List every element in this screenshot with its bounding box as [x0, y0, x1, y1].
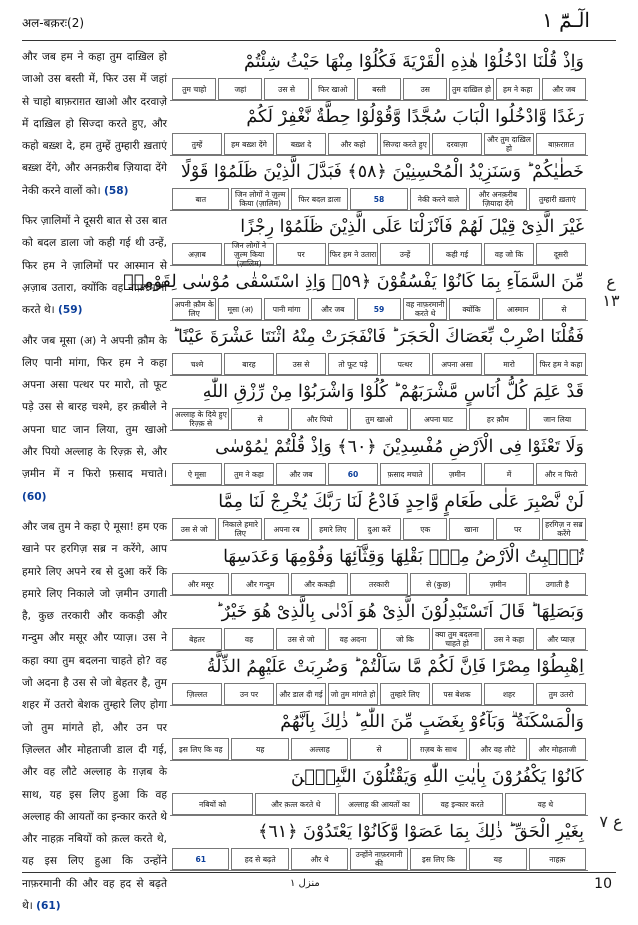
header-divider [22, 40, 616, 41]
word-translation-cell: अल्लाह की आयतों का [338, 793, 419, 815]
verse-number: (61) [36, 899, 61, 912]
verse-row [170, 321, 588, 376]
word-translation-cell: और तुम दाख़िल हो [484, 133, 534, 155]
word-translation-cell: वह थे [505, 793, 586, 815]
word-translation-cell: फिर बदल डाला [291, 188, 348, 210]
word-translation-cell: आस्मान [496, 298, 540, 320]
word-translation-cell: और डाल दी गई [276, 683, 326, 705]
word-translation-cell: चश्मे [172, 353, 222, 375]
word-translation-cell: जो तुम मांगते हो [328, 683, 378, 705]
arabic-line: لَنْ نَّصْبِرَ عَلٰى طَعَامٍ وَّاحِدٍ فَادْعُ لَنَا رَبَّكَ يُخْرِجْ لَنَا مِمَّا [218, 492, 584, 512]
word-translation-cell: से (कुछ) [410, 573, 467, 595]
arabic-line: مِّنَ السَّمَآءِ بِمَا كَانُوْا يَفْسُقُوْنَ ﴿٥٩﴾ وَاِذِ اسْتَسْقٰى مُوْسٰى لِقَوْمِهٖ [123, 272, 584, 292]
word-translation-cell: से [231, 408, 288, 430]
word-translation-cell: और ककड़ी [291, 573, 348, 595]
word-translation-cell: ज़िल्लत [172, 683, 222, 705]
word-translation-cell: पत्थर [380, 353, 430, 375]
word-translation-cell: 60 [328, 463, 378, 485]
word-translation-cell: और पियो [291, 408, 348, 430]
arabic-line: وَاِذْ قُلْنَا ادْخُلُوْا هٰذِهِ الْقَرْيَةَ فَكُلُوْا مِنْهَا حَيْثُ شِئْتُمْ [243, 52, 584, 72]
word-translation-cell: फिर हम ने कहा [536, 353, 586, 375]
arabic-text-column [123, 46, 588, 871]
arabic-line: وَلَا تَعْثَوْا فِى الْاَرْضِ مُفْسِدِيْنَ ﴿٦٠﴾ وَاِذْ قُلْتُمْ يٰمُوْسٰى [215, 437, 584, 457]
word-translation-row [170, 298, 588, 320]
juz-name: الٓـمّٓ ١ [542, 8, 590, 32]
arabic-line: وَالْمَسْكَنَةُ ۗ وَبَآءُوْ بِغَضَبٍ مِّنَ اللّٰهِ ؕ ذٰلِكَ بِاَنَّهُمْ [280, 712, 584, 732]
word-translation-cell: ज़मीन [432, 463, 482, 485]
word-translation-cell: जिन लोगों ने ज़ुल्म किया (ज़ालिम) [224, 243, 274, 265]
word-translation-cell: मूसा (अ) [218, 298, 262, 320]
word-translation-row [170, 738, 588, 760]
word-translation-cell: पस बेशक [432, 683, 482, 705]
word-translation-row [170, 353, 588, 375]
word-translation-cell: नेकी करने वाले [410, 188, 467, 210]
word-translation-cell: और जब [276, 463, 326, 485]
word-translation-cell: बेहतर [172, 628, 222, 650]
word-translation-cell: दुआ करें [357, 518, 401, 540]
arabic-line: رَغَدًا وَّادْخُلُوا الْبَابَ سُجَّدًا وَّقُوْلُوْا حِطَّةٌ نَّغْفِرْ لَكُمْ [246, 107, 584, 127]
word-translation-cell: शहर [484, 683, 534, 705]
word-translation-cell: फिर हम ने उतारा [328, 243, 378, 265]
word-translation-cell: वह इन्कार करते [422, 793, 503, 815]
word-translation-cell: और गन्दुम [231, 573, 288, 595]
word-translation-cell: तुम ने कहा [224, 463, 274, 485]
word-translation-cell: तो फूट पड़े [328, 353, 378, 375]
word-translation-row [170, 573, 588, 595]
word-translation-cell: खाना [449, 518, 493, 540]
arabic-line: غَيْرَ الَّذِىْ قِيْلَ لَهُمْ فَاَنْزَلْنَا عَلَى الَّذِيْنَ ظَلَمُوْا رِجْزًا [240, 217, 584, 237]
verse-number: (60) [22, 490, 47, 503]
verse-row [170, 651, 588, 706]
manzil-label: منزل ١ [290, 878, 320, 889]
word-translation-cell: मारो [484, 353, 534, 375]
word-translation-cell: ऐ मूसा [172, 463, 222, 485]
word-translation-cell: बाफ़राग़त [536, 133, 586, 155]
hindi-paragraph: फिर ज़ालिमों ने दूसरी बात से उस बात को बदल डाला जो कही गई थी उन्हें, फिर हम ने ज़ालिमों पर आस्मान से अ़ज़ाब उतारा, क्योंकि वह नाफ़रमानी करते थे। (59) [22, 215, 167, 317]
verse-row [170, 211, 588, 266]
word-translation-cell: तुम उतरो [536, 683, 586, 705]
verse-number: (59) [58, 304, 83, 317]
word-translation-cell: 59 [357, 298, 401, 320]
word-translation-cell: तुम्हें [172, 133, 222, 155]
word-translation-cell: और क़त्ल करते थे [255, 793, 336, 815]
word-translation-cell: उस से [276, 353, 326, 375]
word-translation-cell: हमारे लिए [311, 518, 355, 540]
word-translation-cell: पर [496, 518, 540, 540]
word-translation-cell: अपना असा [432, 353, 482, 375]
word-translation-cell: ग़ज़ब के साथ [410, 738, 467, 760]
word-translation-cell: दरवाज़ा [432, 133, 482, 155]
word-translation-cell: और जब [542, 78, 586, 100]
verse-row [170, 596, 588, 651]
word-translation-cell: और प्याज़ [536, 628, 586, 650]
page-number: 10 [594, 876, 612, 892]
word-translation-cell: जिन लोगों ने ज़ुल्म किया (ज़ालिम) [231, 188, 288, 210]
verse-row [170, 376, 588, 431]
verse-row [170, 486, 588, 541]
word-translation-row [170, 240, 588, 268]
word-translation-cell: तुम दाख़िल हो [449, 78, 493, 100]
word-translation-cell: और वह लौटे [469, 738, 526, 760]
word-translation-cell: बस्ती [357, 78, 401, 100]
arabic-line: خَطٰيٰكُمْ ؕ وَسَنَزِيْدُ الْمُحْسِنِيْنَ ﴿٥٨﴾ فَبَدَّلَ الَّذِيْنَ ظَلَمُوْا قَوْلًا [180, 162, 584, 182]
verse-row [170, 101, 588, 156]
word-translation-cell: बात [172, 188, 229, 210]
word-translation-cell: उस से जो [276, 628, 326, 650]
word-translation-cell: उस से [264, 78, 308, 100]
word-translation-row [170, 133, 588, 155]
word-translation-cell: क्योंकि [449, 298, 493, 320]
word-translation-cell: उन्हें [380, 243, 430, 265]
word-translation-cell: ज़मीन [469, 573, 526, 595]
verse-number: (58) [104, 184, 129, 197]
word-translation-cell: पानी मांगा [264, 298, 308, 320]
verse-row [170, 541, 588, 596]
ruku-mark: ع ١٣ [602, 272, 620, 310]
word-translation-cell: और न फिरो [536, 463, 586, 485]
hindi-paragraph: और जब हम ने कहा तुम दाख़िल हो जाओ उस बस्ती में, फिर उस में जहां से चाहो बाफ़राग़त खाओ और दरवाज़े में दाख़िल हो सिज्दा करते हुए, और कहो बख़्श दे, हम तुम्हें तुम्हारी ख़ताएं बख़्श देंगे, और अनक़रीब ज़ियादा देंगे नेकी करने वालों को। (58) [22, 51, 167, 197]
arabic-line: بِغَيْرِ الْحَقِّ ؕ ذٰلِكَ بِمَا عَصَوْا وَّكَانُوْا يَعْتَدُوْنَ ﴿٦١﴾ [258, 822, 584, 842]
word-translation-cell: यह [469, 848, 526, 870]
word-translation-row [170, 848, 588, 870]
word-translation-cell: दूसरी [536, 243, 586, 265]
word-translation-row [170, 78, 588, 100]
word-translation-cell: और मोहताजी [529, 738, 586, 760]
word-translation-cell: हर क़ौम [469, 408, 526, 430]
word-translation-cell: अल्लाह [291, 738, 348, 760]
verse-row [170, 46, 588, 101]
word-translation-cell: हद से बढ़ते [231, 848, 288, 870]
word-translation-cell: क्या तुम बदलना चाहते हो [432, 628, 482, 650]
word-translation-row [170, 518, 588, 540]
hindi-translation-column [22, 46, 167, 925]
word-translation-cell: उस ने कहा [484, 628, 534, 650]
word-translation-cell: और थे [291, 848, 348, 870]
word-translation-cell: जहां [218, 78, 262, 100]
word-translation-row [170, 463, 588, 485]
word-translation-cell: वह अदना [328, 628, 378, 650]
word-translation-cell: बख़्श दे [276, 133, 326, 155]
word-translation-cell: अल्लाह के दिये हुए रिज़्क़ से [172, 408, 229, 430]
word-translation-cell: इस लिए कि [410, 848, 467, 870]
footer-divider [22, 872, 616, 873]
word-translation-cell: तुम खाओ [350, 408, 407, 430]
page-header [0, 0, 638, 42]
word-translation-row [170, 793, 588, 815]
word-translation-cell: हम ने कहा [496, 78, 540, 100]
word-translation-cell: और अनक़रीब ज़ियादा देंगे [469, 188, 526, 210]
word-translation-cell: से [542, 298, 586, 320]
verse-row [170, 156, 588, 211]
word-translation-cell: उस [403, 78, 447, 100]
word-translation-row [170, 408, 588, 430]
verse-row [123, 266, 588, 321]
word-translation-cell: जान लिया [529, 408, 586, 430]
word-translation-cell: अज़ाब [172, 243, 222, 265]
word-translation-cell: तुम्हारे लिए [380, 683, 430, 705]
word-translation-cell: यह [231, 738, 288, 760]
word-translation-cell: फ़साद मचाते [380, 463, 430, 485]
word-translation-cell: कही गई [432, 243, 482, 265]
word-translation-cell: निकाले हमारे लिए [218, 518, 262, 540]
word-translation-cell: सिज्दा करते हुए [380, 133, 430, 155]
word-translation-cell: अपनी क़ौम के लिए [172, 298, 216, 320]
word-translation-cell: उगाती है [529, 573, 586, 595]
word-translation-cell: उस से जो [172, 518, 216, 540]
word-translation-cell: नबियों को [172, 793, 253, 815]
arabic-line: فَقُلْنَا اضْرِبْ بِّعَصَاكَ الْحَجَرَ ؕ فَانْفَجَرَتْ مِنْهُ اثْنَتَا عَشْرَةَ عَيْنًا ؕ [172, 327, 584, 347]
word-translation-cell: और कहो [328, 133, 378, 155]
verse-row [170, 431, 588, 486]
word-translation-cell: उन पर [224, 683, 274, 705]
verse-row [170, 816, 588, 871]
hindi-paragraph: और जब मूसा (अ) ने अपनी क़ौम के लिए पानी मांगा, फिर हम ने कहा अपना असा पत्थर पर मारो, तो फूट पड़े उस से बारह चश्मे, हर क़बीले ने अपना घाट जान लिया, तुम खाओ और पियो अल्लाह के रिज़्क़ से, और ज़मीन में न फिरो फ़साद मचाते। (60) [22, 334, 167, 503]
word-translation-cell: और जब [311, 298, 355, 320]
word-translation-cell: 61 [172, 848, 229, 870]
word-translation-cell: उन्होंने नाफ़रमानी की [350, 848, 407, 870]
word-translation-row [170, 188, 588, 210]
word-translation-cell: में [484, 463, 534, 485]
word-translation-cell: 58 [350, 188, 407, 210]
verse-row [170, 706, 588, 761]
word-translation-row [170, 628, 588, 650]
word-translation-cell: एक [403, 518, 447, 540]
ruku-mark: ع ٧ [599, 812, 623, 831]
word-translation-cell: से [350, 738, 407, 760]
word-translation-cell: पर [276, 243, 326, 265]
word-translation-cell: तुम चाहो [172, 78, 216, 100]
word-translation-cell: अपना घाट [410, 408, 467, 430]
word-translation-cell: वह नाफ़रमानी करते थे [403, 298, 447, 320]
word-translation-row [170, 683, 588, 705]
verse-row [170, 761, 588, 816]
arabic-line: قَدْ عَلِمَ كُلُّ اُنَاسٍ مَّشْرَبَهُمْ ؕ كُلُوْا وَاشْرَبُوْا مِنْ رِّزْقِ اللّٰهِ [202, 382, 584, 402]
arabic-line: كَانُوْا يَكْفُرُوْنَ بِاٰيٰتِ اللّٰهِ وَيَقْتُلُوْنَ النَّبِيّٖنَ [291, 767, 584, 787]
page-footer [0, 872, 638, 902]
word-translation-cell: तरकारी [350, 573, 407, 595]
word-translation-cell: नाहक़ [529, 848, 586, 870]
word-translation-cell: तुम्हारी ख़ताएं [529, 188, 586, 210]
hindi-paragraph: और जब तुम ने कहा ऐ मूसा! हम एक खाने पर हरगिज़ सब्र न करेंगे, आप हमारे लिए अपने रब से दुआ करें कि हमारे लिए निकाले जो ज़मीन उगाती है, कुछ तरकारी और ककड़ी और गन्दुम और मसूर और प्याज़। उस ने कहा क्या तुम बदलना चाहते हो? वह जो अदना है उस से जो बेहतर है, तुम शहर में उतरो बेशक तुम्हारे लिए होगा जो तुम मांगते हो, और उन पर ज़िल्लत और मोहताजी डाल दी गई, और वह लौटे अल्लाह के ग़ज़ब के साथ, यह इस लिए हुआ कि वह अल्लाह की आयतों का इन्कार करते थे और नाहक़ नबियों को क़त्ल करते थे, यह इस लिए हुआ कि उन्होंने नाफ़रमानी की और वह हद से बढ़ते थे। (61) [22, 520, 167, 912]
arabic-line: وَبَصَلِهَا ؕ قَالَ اَتَسْتَبْدِلُوْنَ الَّذِىْ هُوَ اَدْنٰى بِالَّذِىْ هُوَ خَيْرٌ ؕ [216, 602, 584, 622]
word-translation-cell: बारह [224, 353, 274, 375]
word-translation-cell: वह जो कि [484, 243, 534, 265]
surah-name: अल-बक़रः(2) [22, 16, 85, 30]
word-translation-cell: फिर खाओ [311, 78, 355, 100]
word-translation-cell: वह [224, 628, 274, 650]
word-translation-cell: हम बख़्श देंगे [224, 133, 274, 155]
word-translation-cell: हरगिज़ न सब्र करेंगे [542, 518, 586, 540]
word-translation-cell: अपना रब [264, 518, 308, 540]
word-translation-cell: जो कि [380, 628, 430, 650]
word-translation-cell: इस लिए कि वह [172, 738, 229, 760]
arabic-line: اِهْبِطُوْا مِصْرًا فَاِنَّ لَكُمْ مَّا سَاَلْتُمْ ؕ وَضُرِبَتْ عَلَيْهِمُ الذِّلَّةُ [206, 657, 584, 677]
word-translation-cell: और मसूर [172, 573, 229, 595]
arabic-line: تُنْۢبِتُ الْاَرْضُ مِنْۢ بَقْلِهَا وَقِثَّآئِهَا وَفُوْمِهَا وَعَدَسِهَا [223, 547, 584, 567]
